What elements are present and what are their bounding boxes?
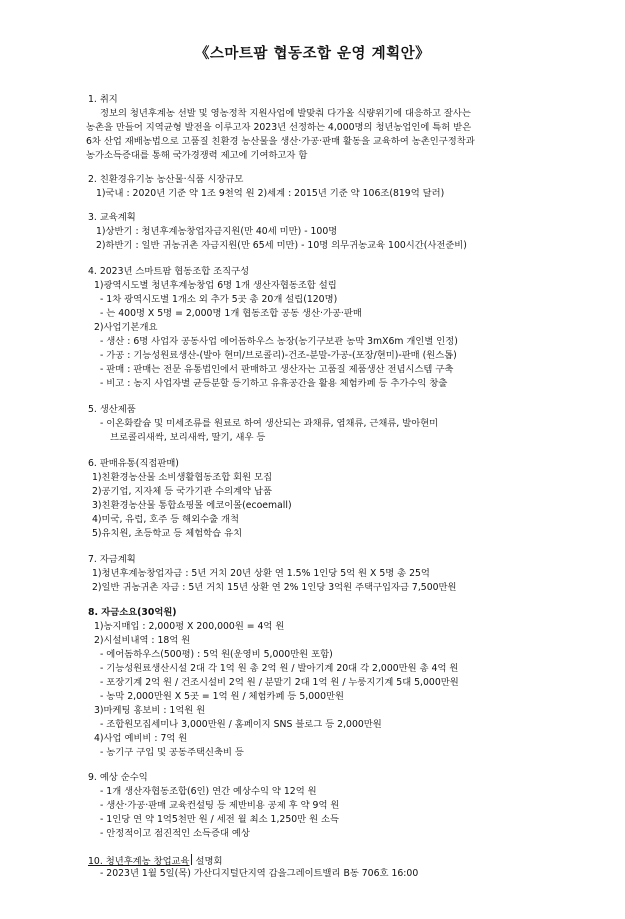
section-4-line-4: 2)사업기본개요 [94,322,158,333]
section-3-line-2: 2)하반기 : 일반 귀농귀촌 자금지원(만 65세 미만) - 10명 의무귀농교육 100시간(사전준비) [96,240,467,251]
section-4-line-5: - 생산 : 6명 사업자 공동사업 에어돔하우스 농장(농기구보관 농막 3mX6m 개인별 인정) [100,336,458,347]
section-2-heading: 2. 친환경유기농 농산물·식품 시장규모 [88,174,244,185]
section-7-heading: 7. 자금계획 [88,554,136,565]
document-title: 《스마트팜 협동조합 운영 계획안》 [194,46,431,62]
section-8-line-10: - 농기구 구입 및 공동주택신축비 등 [100,747,244,758]
section-8-line-7: 3)마케팅 홍보비 : 1억원 원 [94,705,206,716]
section-8-heading: 8. 자금소요(30억원) [88,607,177,618]
section-6-line-1: 1)친환경농산물 소비생활협동조합 회원 모집 [92,472,273,483]
section-8-line-3: - 에어돔하우스(500평) : 5억 원(운영비 5,000만원 포함) [100,649,333,660]
section-10-line-1: - 2023년 1월 5일(목) 가산디지털단지역 갑을그레이트밸리 B동 706호 16:00 [100,868,419,879]
section-9-line-3: - 1인당 연 약 1억5천만 원 / 세전 월 최소 1,250만 원 소득 [100,814,339,825]
section-10-heading-main: 10. 청년후계농 창업교육 [88,856,190,867]
section-7-line-1: 1)청년후계농창업자금 : 5년 거치 20년 상환 연 1.5% 1인당 5억 원 X 5명 총 25억 [92,568,430,579]
section-4-line-3: - 는 400명 X 5명 = 2,000명 1개 협동조합 공동 생산·가공·판매 [100,308,362,319]
section-6-line-2: 2)공기업, 지자체 등 국가기관 수의계약 납품 [92,486,272,497]
section-4-heading: 4. 2023년 스마트팜 협동조합 조직구성 [88,266,250,277]
section-9-line-2: - 생산·가공·판매 교육컨설팅 등 제반비용 공제 후 약 9억 원 [100,800,340,811]
section-8-line-9: 4)사업 예비비 : 7억 원 [94,733,188,744]
section-4-line-6: - 가공 : 기능성원료생산-(발아 현미/브로콜리)-건조-분말-가공-(포장/현미)-판매 (원스톱) [100,350,457,361]
section-8-line-5: - 포장기계 2억 원 / 건조시설비 2억 원 / 분말기 2대 1억 원 / 누룽지기계 5대 5,000만원 [100,677,459,688]
section-8-line-2: 2)시설비내역 : 18억 원 [94,635,191,646]
section-8-line-4: - 기능성원료생산시설 2대 각 1억 원 총 2억 원 / 발아기계 20대 각 2,000만원 총 4억 원 [100,663,459,674]
section-1-line-1: 정보의 청년후계농 선발 및 영농정착 지원사업에 발맞춰 다가올 식량위기에 대응하고 잘사는 [100,108,471,119]
section-9-line-4: - 안정적이고 점진적인 소득증대 예상 [100,828,250,839]
section-9-line-1: - 1개 생산자협동조합(6인) 연간 예상수익 약 12억 원 [100,786,317,797]
section-4-line-1: 1)광역시도별 청년후계농창업 6명 1개 생산자협동조합 설립 [94,280,337,291]
section-3-heading: 3. 교육계획 [88,212,136,223]
section-7-line-2: 2)일반 귀농귀촌 자금 : 5년 거치 15년 상환 연 2% 1인당 3억원 주택구입자금 7,500만원 [92,582,457,593]
section-1-heading: 1. 취지 [88,94,118,105]
section-10-heading-suffix: 설명회 [195,856,223,867]
section-1-line-4: 농가소득증대를 통해 국가경쟁력 제고에 기여하고자 함 [86,150,308,161]
section-9-heading: 9. 예상 순수익 [88,772,148,783]
section-4-line-8: - 비고 : 농지 사업자별 균등분할 등기하고 유휴공간을 활용 체험카페 등 추가수익 창출 [100,378,448,389]
section-8-line-8: - 조합원모집세미나 3,000만원 / 홈페이지 SNS 블로그 등 2,000만원 [100,719,382,730]
section-10-heading [88,854,222,868]
section-6-line-5: 5)유치원, 초등학교 등 체험학습 유치 [92,528,243,539]
section-4-line-7: - 판매 : 판매는 전문 유통법인에서 판매하고 생산자는 고품질 제품생산 전념시스템 구축 [100,364,454,375]
section-4-line-2: - 1차 광역시도별 1개소 외 추가 5곳 총 20개 설립(120명) [100,294,338,305]
section-6-line-4: 4)미국, 유럽, 호주 등 해외수출 개척 [92,514,239,525]
section-1-line-3: 6차 산업 재배농법으로 고품질 친환경 농산물을 생산·가공·판매 활동을 교육하여 농촌인구정착과 [86,136,475,147]
section-8-line-6: - 농막 2,000만원 X 5곳 = 1억 원 / 체험카페 등 5,000만원 [100,691,344,702]
section-5-line-2: 브로콜리새싹, 보리새싹, 딸기, 새우 등 [110,432,266,443]
section-2-line-1: 1)국내 : 2020년 기준 약 1조 9천억 원 2)세계 : 2015년 기준 약 106조(819억 달러) [96,188,445,199]
section-6-heading: 6. 판매유통(직접판매) [88,458,179,469]
section-5-line-1: - 이온화칼슘 및 미세조류를 원료로 하여 생산되는 과채류, 엽채류, 근채류, 발아현미 [100,418,439,429]
section-6-line-3: 3)친환경농산물 통합쇼핑몰 에코이몰(ecoemall) [92,500,292,511]
section-5-heading: 5. 생산제품 [88,404,136,415]
section-8-line-1: 1)농지매입 : 2,000평 X 200,000원 = 4억 원 [94,621,285,632]
section-1-line-2: 농촌을 만들어 지역균형 발전을 이루고자 2023년 선정하는 4,000명의 청년농업인에 특허 받은 [86,122,472,133]
section-3-line-1: 1)상반기 : 청년후계농창업자금지원(만 40세 미만) - 100명 [96,226,338,237]
